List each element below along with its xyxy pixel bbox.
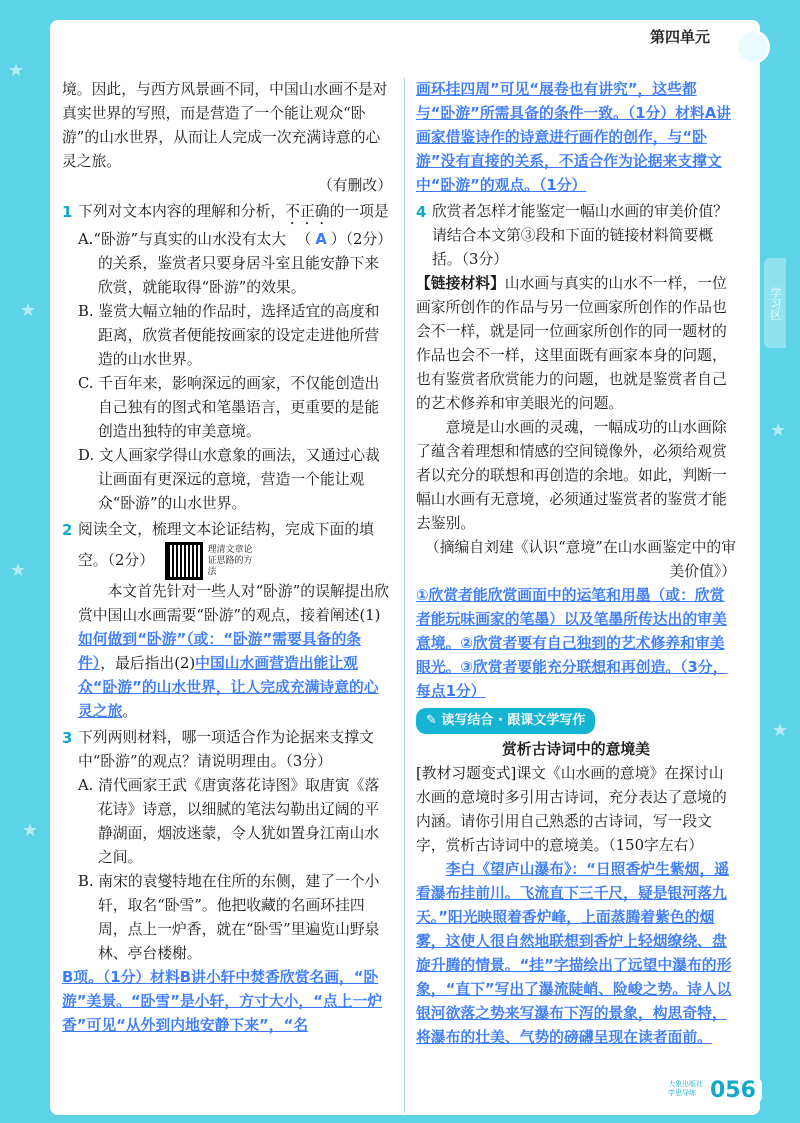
question-3-answer: B项。（1分）材料B讲小轩中焚香欣赏名画，“卧游”美景。“卧雪”是小轩，方寸大小，“点上一炉香”可见“从外到内地安静下来”，“名: [62, 969, 383, 1034]
answer-blank-1: 如何做到“卧游”（或：“卧游”需要具备的条件）: [78, 631, 362, 672]
passage-ending: 境。因此，与西方风景画不同，中国山水画不是对真实世界的写照，而是营造了一个能让观众“卧游”的山水世界，从而让人完成一次充满诗意的心灵之旅。: [62, 81, 388, 170]
question-number: 4: [416, 203, 427, 221]
publisher-note: 大象出版社 学思导练: [668, 1080, 703, 1097]
question-3-answer-continued: 画环挂四周”可见“展卷也有讲究”，这些都与“卧游”所需具备的条件一致。（1分）材料A讲画家借鉴诗作的诗意进行画作的创作，与“卧游”没有直接的关系，不适合作为论据来支撑文中“卧游”的观点。（1分）: [416, 81, 731, 194]
question-4: [416, 200, 736, 272]
link-material: 【链接材料】山水画与真实的山水不一样，一位画家所创作的作品与另一位画家所创作的作品也会不一样，就是同一位画家所创作的同一题材的作品也会不一样，这里面既有画家本身的问题，也有鉴赏者欣赏能力的问题，也就是鉴赏者自己的艺术修养和审美眼光的问题。: [416, 275, 727, 412]
link-material-paragraph: 意境是山水画的灵魂，一幅成功的山水画除了蕴含着理想和情感的空间镜像外，必须给观赏者以充分的联想和再创造的余地。如此，判断一幅山水画有无意境，必须通过鉴赏者的鉴赏才能去鉴别。: [416, 419, 727, 532]
answer-choice: A: [315, 231, 327, 248]
option-a: A. 清代画家王武《唐寅落花诗图》取唐寅《落花诗》诗意，以细腻的笔法勾勒出辽阔的平静湖面，烟波迷蒙，令人犹如置身江南山水之间。: [78, 777, 380, 866]
question-4-answer: ①欣赏者能欣赏画面中的运笔和用墨（或：欣赏者能玩味画家的笔墨）以及笔墨所传达出的审美意境。②欣赏者要有自己独到的艺术修养和审美眼光。③欣赏者要能充分联想和再创造。（3分，每点1分）: [416, 587, 728, 700]
column-divider: [404, 78, 405, 1113]
pencil-icon: ✎: [426, 713, 442, 728]
passage-source: （有删改）: [318, 177, 392, 194]
question-2-fill: 本文首先针对一些人对“卧游”的误解提出欣赏中国山水画需要“卧游”的观点，接着阐述(1)如何做到“卧游”（或：“卧游”需要具备的条件），最后指出(2)中国山水画营造出能让观众“卧游”的山水世界，让人完成充满诗意的心灵之旅。: [78, 583, 390, 720]
option-b: B. 鉴赏大幅立轴的作品时，选择适宜的高度和距离，欣赏者便能按画家的设定走进他所营造的山水世界。: [78, 303, 380, 368]
star-icon: ★: [770, 420, 787, 441]
emphasis-text: 不正确: [285, 203, 330, 220]
option-d: D. 文人画家学得山水意象的画法，又通过心裁让画面有更深远的意境，营造一个能让观众“卧游”的山水世界。: [78, 447, 380, 512]
question-number: 3: [62, 729, 73, 747]
link-material-source: （摘编自刘建《认识“意境”在山水画鉴定中的审美价值》）: [424, 539, 736, 580]
qr-note: 理清文章论证思路的方法: [207, 544, 253, 577]
question-3: [62, 726, 392, 966]
question-3-stem: 下列两则材料，哪一项适合作为论据来支撑文中“卧游”的观点？请说明理由。（3分）: [78, 729, 374, 770]
star-icon: ★: [772, 720, 789, 741]
question-1: [62, 200, 392, 516]
option-c: C. 千百年来，影响深远的画家，不仅能创造出自己独有的图式和笔墨语言，更重要的是能创造出独特的审美意境。: [78, 375, 380, 440]
writing-subtitle: 赏析古诗词中的意境美: [502, 741, 650, 758]
right-column: [416, 78, 736, 1050]
question-number: 2: [62, 521, 73, 539]
left-column: [62, 78, 392, 1038]
question-1-stem: 下列对文本内容的理解和分析，不正确的一项是 （ A ）（2分）: [78, 203, 392, 248]
star-icon: ★: [10, 560, 27, 581]
side-tab-study[interactable]: 学习区: [764, 258, 786, 348]
writing-sample-answer: 李白《望庐山瀑布》：“日照香炉生紫烟，遥看瀑布挂前川。飞流直下三千尺，疑是银河落九天。”阳光映照着香炉峰，上面蒸腾着紫色的烟雾，这使人很自然地联想到香炉上轻烟缭绕、盘旋升腾的情景。“挂”字描绘出了远望中瀑布的形象，“直下”写出了瀑流陡峭、险峻之势。诗人以银河欲落之势来写瀑布下泻的景象，构思奇特，将瀑布的壮美、气势的磅礴呈现在读者面前。: [416, 861, 732, 1046]
answer-blank-2: 中国山水画营造出能让观众“卧游”的山水世界，让人完成充满诗意的心灵之旅: [78, 655, 379, 720]
writing-task: [教材习题变式]课文《山水画的意境》在探讨山水画的意境时多引用古诗词，充分表达了意境的内涵。请你引用自己熟悉的古诗词，写一段文字，赏析古诗词中的意境美。（150字左右）: [416, 765, 727, 854]
question-2: [62, 518, 392, 724]
star-icon: ★: [20, 300, 37, 321]
mascot-logo-icon: [736, 30, 770, 64]
option-a: A.“卧游”与真实的山水没有太大的关系，鉴赏者只要身居斗室且能安静下来欣赏，就能取得“卧游”的效果。: [78, 231, 380, 296]
question-4-stem: 欣赏者怎样才能鉴定一幅山水画的审美价值？请结合本文第③段和下面的链接材料简要概括。（3分）: [432, 203, 728, 268]
question-number: 1: [62, 203, 73, 221]
unit-title: 第四单元: [650, 28, 711, 46]
star-icon: ★: [8, 60, 25, 81]
star-icon: ★: [22, 820, 39, 841]
section-banner: ✎ 读写结合 · 跟课文学写作: [416, 708, 595, 734]
option-b: B. 南宋的袁燮特地在住所的东侧，建了一个小轩，取名“卧雪”。他把收藏的名画环挂四周，点上一炉香，就在“卧雪”里遍览山野泉林、亭台楼榭。: [78, 873, 380, 962]
question-2-stem: 阅读全文，梳理文本论证结构，完成下面的填空。（2分） 理清文章论证思路的方法: [78, 518, 392, 580]
link-material-label: 【链接材料】: [416, 275, 505, 292]
page-number: 056: [704, 1078, 762, 1103]
qr-code-icon[interactable]: [165, 542, 203, 580]
